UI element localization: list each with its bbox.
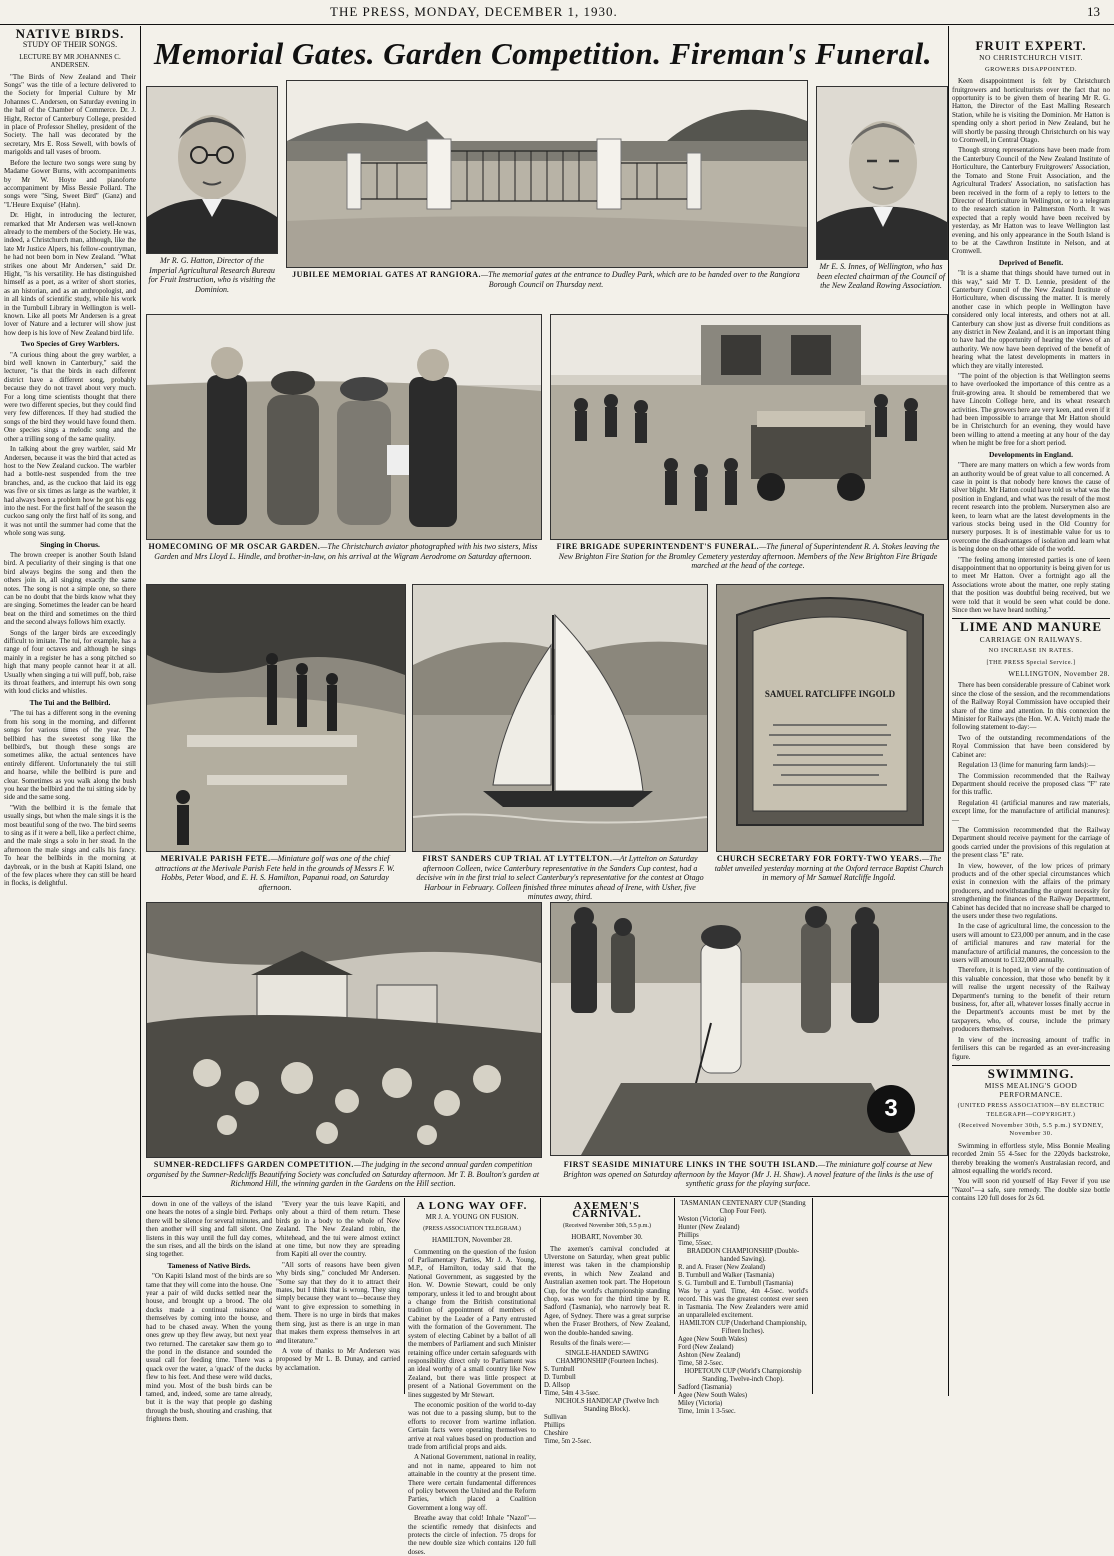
result-line: S. G. Turnbull and E. Turnbull (Tasmania) — [678, 1280, 794, 1287]
caption-text: of Wellington, who has been elected chairman of the Council of the New Zealand Rowing Association. — [817, 262, 945, 291]
caption-sumner — [146, 1160, 540, 1189]
column-rule-left — [140, 26, 141, 1396]
article-heading: SWIMMING. — [987, 1065, 1075, 1081]
paragraph: "It is a shame that things should have turned out in this way," said Mr T. D. Lennie, president of the Canterbury Council of the New Zealand Institute of Horticulture, when discussing the matter. It is merely another case in which people in Wellington have considered only local interests, and others not at all. Canterbury can show just as diverse fruit conditions as any district in New Zealand, and it is an important thing to have had the opportunity of hearing the views of an authority. We now have been deprived of the benefit of hearing what the latest developments in matters in which they are vitally interested. — [952, 269, 1110, 370]
article-source: (UNITED PRESS ASSOCIATION—BY ELECTRIC TELEGRAPH—COPYRIGHT.) — [957, 1103, 1105, 1118]
merivale-fete-photo — [146, 584, 406, 852]
paragraph: Commenting on the question of the fusion of Parliamentary Parties, Mr J. A. Young, M.P., of Hamilton, today said that the National Government, as suggested by the Hon. W. Downie Stewart, could be only temporary, unless it led to and brought about a change from the British constitutional tradition of appointment of members of Cabinet by the Leader of a Party entrusted with the formation of the Government. The system of electing Cabinet by a ballot of all the members of Parliament and such Minister retaining office under certain safeguards with responsibility direct only to Parliament was an ideal worthy of a small country like New Zealand, but there was little prospect at present of a National Government on the lines suggested by Mr Stewart. — [408, 1247, 536, 1399]
article-subheading: STUDY OF THEIR SONGS. — [22, 40, 118, 50]
paragraph: The axemen's carnival concluded at Ulverstone on Saturday, when great public interest was taken in the championship events, in which New Zealand and Australian axemen took part. The Hopetoun Cup, for the world's championship standing chop, was won for the third time by R. Sadford (Tasmania), who narrowly beat R. Agee, of Sydney. There was a great surprise when the Fraser Brothers, of New Zealand, won the double-handed sawing. — [544, 1244, 670, 1337]
results-title: TASMANIAN CENTENARY CUP (Standing Chop Four Feet). — [680, 1200, 806, 1215]
paragraph: You will soon rid yourself of Hay Fever if you use "Nazol"—a safe, sure remedy. The double size bottle contains 120 full doses for 2s 6d. — [952, 1177, 1110, 1203]
bottom-rule-4 — [812, 1198, 813, 1394]
results-title: BRADDON CHAMPIONSHIP (Double-handed Sawing). — [686, 1248, 800, 1263]
caption-text: —The memorial gates at the entrance to Dudley Park, which are to be handed over to the Rangiora Borough Council on Thursday next. — [481, 270, 800, 289]
paragraph: A National Government, national in reality, and not in name, appeared to him not attainable in the country at the present time. There were certain fundamental differences of policy between the United and the Reform Parties, which placed a Coalition Government a long way off. — [408, 1453, 536, 1512]
results-block — [544, 1350, 670, 1446]
results-title: HAMILTON CUP (Underhand Championship, Fifteen Inches). — [679, 1320, 807, 1335]
result-line: D. Turnbull — [544, 1373, 576, 1381]
bottom-rule-3 — [674, 1198, 675, 1394]
paragraph: Though strong representations have been made from the Canterbury Council of the New Zealand Institute of Horticulture, the Canterbury Fruitgrowers' Association, the Tomato and Stone Fruit Association, and the Agricultural Traders' Association, no satisfaction has been received in the form of a reply to letters to the Director of Horticulture in Wellington, or to a telegram to the research station in Palmerston North. It was expected that a reply would have been received by yesterday, as Mr Hatton was to leave Wellington last evening, and his only appearance in the South Island is to be at the Cawthron Institute in Nelson, and at Cromwell. — [952, 146, 1110, 256]
page-number: 13 — [1087, 4, 1100, 19]
paragraph: Swimming in effortless style, Miss Bonnie Mealing recorded 2min 55 4-5sec for the 220yds backstroke, thereby breaking the women's Australasian record, and almost equalling the world's record. — [952, 1141, 1110, 1175]
paragraph: "There are many matters on which a few words from an authority would be of great value to all concerned. A case in point is that nobody here knows the cause of silver blight. Mr Hatton could have told us what was the position in England, and what was the result of the most recent research into the problem. Nurserymen also are keen, to learn what are the latest developments in the various stocks being used in the Old Country for nursery purposes. It is of inestimable value for us to overcome the disadvantages of isolation and learn what is being done on the other side of the world. — [952, 461, 1110, 554]
paragraph: Keen disappointment is felt by Christchurch fruitgrowers and horticulturists over the fact that no opportunity is to be given them of hearing Mr R. G. Hatton, the Director of the East Malling Research Station, while he is visiting the Dominion. Mr Hatton is spending only a short period in New Zealand, but he will shortly be passing through Christchurch on his way to Cromwell, in Central Otago. — [952, 77, 1110, 145]
portrait-innes-photo — [816, 86, 948, 260]
fusion-article — [408, 1200, 536, 1556]
paragraph: "Every year the tuis leave Kapiti, and only about a third of them return. These birds go in a body to the whole of New Zealand. The New Zealand robin, the whitehead, and the tui were almost extinct at one time, but now they are spreading from Kapiti all over the country. — [276, 1200, 400, 1259]
caption-tablet — [712, 854, 946, 883]
article-subheading: CARRIAGE ON RAILWAYS. — [979, 634, 1083, 644]
paragraph: There has been considerable pressure of Cabinet work since the close of the session, and the recommendations of the Railway Royal Commission have occupied their share of the time and attention. In this connexion the Minister for Railways (the Hon. W. A. Veitch) made the following statement to-day:— — [952, 681, 1110, 732]
article-heading: AXEMEN'S CARNIVAL. — [572, 1200, 642, 1221]
paragraph: "All sorts of reasons have been given why birds sing," concluded Mr Andersen. "Some say that they do it to attract their mates, but I think that is wrong. They sing simply because they want to—because they want to give expression to something in them. There is no urge in birds that makes them sing, just as there is an urge in man that makes them express themselves in art and literature." — [276, 1260, 400, 1345]
section-heading: Tameness of Native Birds. — [167, 1260, 251, 1270]
paragraph: "The Birds of New Zealand and Their Songs" was the title of a lecture delivered to the Society for Imperial Culture by Mr Johannes C. Andersen, on Saturday evening in the hall of the Chamber of Commerce. Dr. J. Hight, Rector of Canterbury College, presided in place of Professor Shelley, president of the Society. The hall was decorated by the secretary, Mrs E. Ross Sewell, with bowls of marigolds and tall vases of broom. — [4, 72, 136, 157]
article-dateline: HAMILTON, November 28. — [431, 1236, 513, 1245]
article-heading: LIME AND MANURE — [959, 619, 1103, 635]
result-line: Time, 54m 4 3-5sec. — [544, 1389, 600, 1397]
article-byline: LECTURE BY MR JOHANNES C. ANDERSEN. — [19, 52, 121, 70]
caption-innes — [814, 262, 948, 291]
section-heading: Two Species of Grey Warblers. — [20, 339, 120, 349]
paragraph: down in one of the valleys of the island one hears the notes of a single bird. Perhaps there will be silence for several minutes, and then another will sing and fall silent. One listens in this way until the full day comes, the sun rises, and all the birds on the island sing together. — [146, 1200, 272, 1259]
paragraph: Two of the outstanding recommendations of the Royal Commission that have been considered by Cabinet are: — [952, 733, 1110, 759]
article-source: [THE PRESS Special Service.] — [986, 659, 1076, 666]
caption-funeral — [550, 542, 946, 571]
result-line: Weston (Victoria) — [678, 1216, 727, 1223]
caption-sanders — [412, 854, 708, 902]
paragraph: Songs of the larger birds are exceedingly difficult to imitate. The tui, for example, has a range of four octaves and although he sings mainly in a register he has a song pitched so high that many people cannot hear it at all. Usually when singing a tui will puff, bob, raise its throat feathers, and interrupt his own song with loud clicks and whistles. — [4, 628, 136, 696]
result-line: Miley (Victoria) — [678, 1400, 723, 1407]
right-column — [952, 40, 1110, 1394]
paragraph: In view, however, of the low prices of primary products and of the other special circumstances which exist in connexion with the affairs of the primary producers, and notwithstanding the urgent necessity for strengthening the finances of the Railway Department, Cabinet has decided that no increase shall be charged to the users under these two regulations. — [952, 861, 1110, 920]
caption-hatton — [146, 256, 278, 294]
bottom-section-rule — [142, 1196, 948, 1197]
caption-lead: HOMECOMING OF MR OSCAR GARDEN. — [148, 542, 321, 551]
article-subheading-2: GROWERS DISAPPOINTED. — [984, 65, 1078, 73]
axemen-results-continued — [678, 1200, 808, 1415]
paragraph: The economic position of the world to-day was not due to a passing slump, but to the efforts to recover from wartime inflation. Certain facts were operating themselves to arrive at real values based on production and trade from artificial props and aids. — [408, 1400, 536, 1451]
paragraph: "The point of the objection is that Wellington seems to have overlooked the importance of this centre as a fruit-growing area. It should be remembered that we have Lincoln College here, and its wheat research activities. The growers here are very keen, and even if it had been impossible to arrange that Mr Hatton should be in Christchurch for an evening, they would have been willing to attend a meeting at any hour of the day when he might be free for a short period. — [952, 372, 1110, 448]
result-line: Time, 55sec. — [678, 1240, 713, 1247]
memorial-gates-photo — [286, 80, 808, 268]
memorial-tablet-photo — [716, 584, 944, 852]
results-title: SINGLE-HANDED SAWING CHAMPIONSHIP (Fourteen Inches). — [555, 1349, 659, 1365]
paragraph: "A curious thing about the grey warbler, a bird well known in Canterbury," said the lecturer, "is that the birds in each different district have a different song, probably because they do not travel about very much. For a long time scientists thought that there were two different species, but they could find very few differences. If they had studied the songs of the bird they would have found them. One species sings a melodic song and the other a trilling song of the same quality. — [4, 350, 136, 443]
caption-text: —The tablet unveiled yesterday morning at the Oxford terrace Baptist Church in memory of Mr Samuel Ratcliffe Ingold. — [714, 854, 944, 883]
result-line: Time, 5m 2-5sec. — [544, 1437, 592, 1445]
results-title: HOPETOUN CUP (World's Championship Standing, Twelve-inch Chop). — [684, 1368, 802, 1383]
paragraph: In view of the increasing amount of traffic in fertilisers this can be regarded as an ever-increasing figure. — [952, 1035, 1110, 1061]
masthead-title: THE PRESS, MONDAY, DECEMBER 1, 1930. — [330, 4, 618, 19]
result-line: Hunter (New Zealand) — [678, 1224, 740, 1231]
paragraph: "The tui has a different song in the evening from his song in the morning, and different songs for various times of the year. The bellbird has the sweetest song like the bellbird's, but though these songs are sometimes alike, the actual sentences have entirely different. Unfortunately the tui still and hoarse, while the bellbird is pure and clear. Sometimes as you walk along the bush you hear the bellbird and the tui sitting side by side and the same song. — [4, 709, 136, 802]
paragraph: In talking about the grey warbler, said Mr Andersen, because it was the bird that acted as host to the New Zealand cuckoo. The warbler had a bottle-nest suspended from the tree branches, and, as the cuckoo that laid its egg was five or six times as large as the warbler, it had always been a problem how he got his egg into the nest. For the first half of the season the cuckoo sang only the first half of its song, and it was not until the summer had come that the whole song was sung. — [4, 445, 136, 538]
continuation-column-2 — [276, 1200, 400, 1394]
section-heading: Singing in Chorus. — [40, 539, 100, 549]
result-line: D. Allsop — [544, 1381, 571, 1389]
paragraph: "On Kapiti Island most of the birds are so tame that they will come into the house. One year a pair of wild ducks settled near the house, and brought up a brood. The old ducks made a continual nuisance of themselves by coming into the house, and had to be chased away. When the young ones grew up they flew away, but next year two returned. The caretaker saw them go to the pond in the distance and sounded the usual call for feeding time. There was a quack over the water, a 'quack' of the ducks flew to his feet. And these were wild ducks, mind you. Most of the bush birds can be tamed, and, indeed, some are tame already, but it is the way that people go dashing through the bush, shouting and crashing, that frightens them. — [146, 1272, 272, 1424]
sanders-cup-yacht-photo — [412, 584, 708, 852]
caption-text: —Miniature golf was one of the chief attractions at the Merivale Parish Fete held in the grounds of Messrs F. W. Hobbs, Peter Wood, and E. H. S. Hamilton, Papanui road, on Saturday afternoon. — [155, 854, 395, 892]
article-dateline: HOBART, November 30. — [571, 1233, 643, 1242]
paragraph: The Commission recommended that the Railway Department should receive the proposed class "F" rate for this traffic. — [952, 771, 1110, 797]
result-line: S. Turnbull — [544, 1365, 575, 1373]
result-line: R. and A. Fraser (New Zealand) — [678, 1264, 766, 1271]
bottom-rule-1 — [404, 1198, 405, 1394]
section-heading: Developments in England. — [989, 449, 1073, 459]
caption-lead: Mr E. S. Innes, — [819, 262, 868, 271]
paragraph: A vote of thanks to Mr Andersen was proposed by Mr L. B. Dunay, and carried by acclamation. — [276, 1346, 400, 1372]
caption-text: Director of the Imperial Agricultural Research Bureau for Fruit Instruction, who is visiting the Dominion. — [148, 256, 276, 294]
caption-fete — [146, 854, 404, 892]
bottom-rule-2 — [540, 1198, 541, 1394]
masthead-rule — [0, 24, 1114, 25]
article-heading: NATIVE BIRDS. — [15, 26, 125, 41]
section-heading: The Tui and the Bellbird. — [29, 697, 111, 707]
result-line: Phillips — [678, 1232, 699, 1239]
page-headline: Memorial Gates. Garden Competition. Fireman's Funeral. — [154, 36, 932, 71]
caption-lead: FIRST SEASIDE MINIATURE LINKS IN THE SOUTH ISLAND. — [563, 1160, 819, 1169]
paragraph: Results of the finals were:— — [550, 1339, 631, 1348]
result-line: Time, 1min 1 3-5sec. — [678, 1408, 736, 1415]
tablet-lettering: SAMUEL RATCLIFFE INGOLD — [764, 689, 896, 699]
hole-number-marker: 3 — [884, 1095, 898, 1122]
paragraph: In the case of agricultural lime, the concession to the users will amount to £23,000 per annum, and in the case of artificial manures and raw material for the manufacture of artificial manures, the concession to the users will amount to £132,000 annually. — [952, 922, 1110, 965]
paragraph: Before the lecture two songs were sung by Madame Gower Burns, with accompaniments by Mr W. Hoyte and pianoforte accompaniment by Miss Bessie Pollard. The songs were "Sing, Sweet Bird" (Ganz) and "L'Heure Exquise" (Hahn). — [4, 158, 136, 209]
sumner-garden-photo — [146, 902, 542, 1158]
caption-lead: JUBILEE MEMORIAL GATES AT RANGIORA. — [292, 270, 482, 279]
article-subheading-2: NO INCREASE IN RATES. — [988, 647, 1074, 655]
caption-text: —The Christchurch aviator photographed with his two sisters, Miss Garden and Mrs Lloyd L. Hindle, and brother-in-law, on his arrival at the Wigram Aerodrome on Saturday afternoon. — [154, 542, 538, 561]
paragraph: Regulation 13 (lime for manuring farm lands):— — [958, 761, 1096, 770]
paragraph: Breathe away that cold! Inhale "Nazol"—the scientific remedy that disinfects and protects the circle of infection. 75 drops for the new double size which contains 120 full doses. — [408, 1514, 536, 1556]
caption-seaside — [550, 1160, 946, 1189]
caption-gates — [286, 270, 806, 289]
homecoming-photo — [146, 314, 542, 540]
result-line: Cheshire — [544, 1429, 569, 1437]
caption-lead: Mr R. G. Hatton, — [160, 256, 215, 265]
miniature-links-photo — [550, 902, 948, 1156]
fire-brigade-funeral-photo — [550, 314, 948, 540]
results-title: NICHOLS HANDICAP (Twelve Inch Standing Block). — [555, 1397, 659, 1413]
article-subheading: MISS MEALING'S GOOD PERFORMANCE. — [984, 1081, 1078, 1099]
left-column-article — [4, 26, 136, 1394]
result-line: Ford (New Zealand) — [678, 1344, 734, 1351]
axemen-article — [544, 1200, 670, 1445]
result-line: Agee (New South Wales) — [678, 1336, 747, 1343]
caption-text: —The judging in the second annual garden competition organised by the Sumner-Redcliffs Beautifying Society was concluded on Saturday afternoon. Mr T. B. Boulton's garden at Richmond Hill, the winning garden in the Gardens on the Hill section. — [146, 1160, 540, 1189]
caption-lead: SUMNER-REDCLIFFS GARDEN COMPETITION. — [153, 1160, 354, 1169]
article-dateline: (Received November 30th, 5.5 p.m.) SYDNEY, November 30. — [958, 1121, 1104, 1138]
paragraph: The brown creeper is another South Island bird. A peculiarity of their singing is that one bird always begins the song and then the others join in, all singing exactly the same notes. The song is not a simple one, so there can be no doubt that the birds know what they are singing. Sometimes the leader can be heard beat on the third and sometimes on the third and the second always follows him exactly. — [4, 550, 136, 627]
caption-text: —At Lyttelton on Saturday afternoon Colleen, twice Canterbury representative in the Sanders Cup contest, had a decisive win in the first trial to select Canterbury's representative for the contest at Otago Harbour in February. Colleen finished three minutes ahead of Irene, with Usher, five minutes away, third. — [416, 854, 704, 902]
result-line: Phillips — [544, 1421, 565, 1429]
result-line: Sullivan — [544, 1413, 567, 1421]
continuation-column-1 — [146, 1200, 272, 1424]
article-subheading: NO CHRISTCHURCH VISIT. — [979, 53, 1083, 63]
result-line: Was by a yard. Time, 4m 4-5sec. world's record. This was the greatest contest ever seen in Tasmania. The New Zealanders were amid an unparalleled excitement. — [678, 1288, 808, 1319]
column-rule-right — [948, 26, 949, 1396]
result-line: Ashton (New Zealand) — [678, 1352, 741, 1359]
masthead — [0, 4, 1114, 22]
caption-lead: FIRST SANDERS CUP TRIAL AT LYTTELTON. — [422, 854, 613, 863]
caption-lead: FIRE BRIGADE SUPERINTENDENT'S FUNERAL. — [556, 542, 760, 551]
article-source: (PRESS ASSOCIATION TELEGRAM.) — [423, 1225, 521, 1232]
paragraph: "With the bellbird it is the female that usually sings, but when the male sings it is the most beautiful song of the two. The bird seems to sing as if it were a bell, like a perfect chime, and the male sings a solo in her stead. In the afternoon the male sings and calls his fancy. To hear the bellbirds in the morning at daybreak, or in the bush at Kapiti Island, one of the few places where they can still be heard in flocks, is delightful. — [4, 803, 136, 888]
paragraph: Regulation 41 (artificial manures and raw materials, except lime, for the manufacture of artificial manures):— — [952, 798, 1110, 824]
result-line: Time, 58 2-5sec. — [678, 1360, 724, 1367]
article-heading: FRUIT EXPERT. — [975, 38, 1087, 53]
result-line: Sadford (Tasmania) — [678, 1384, 732, 1391]
paragraph: Therefore, it is hoped, in view of the continuation of this valuable concession, that those who benefit by it will realise the urgent necessity of the Railway Department's turning to the benefit of their return business, for, after all, whatever losses finally accrue in the Department's accounts must be met by the taxpayers, who, of course, include the primary producers themselves. — [952, 966, 1110, 1034]
article-heading: A LONG WAY OFF. — [416, 1200, 528, 1212]
article-received: (Received November 30th, 5.5 p.m.) — [563, 1222, 651, 1229]
caption-lead: MERIVALE PARISH FETE. — [160, 854, 271, 863]
result-line: Agee (New South Wales) — [678, 1392, 747, 1399]
article-dateline: WELLINGTON, November 28. — [1008, 670, 1110, 679]
caption-text: —The funeral of Superintendent R. A. Stokes leaving the New Brighton Fire Station for the Bromley Cemetery yesterday afternoon. Members of the New Brighton Fire Brigade marched at the head of the cortege. — [558, 542, 940, 571]
paragraph: Dr. Hight, in introducing the lecturer, remarked that Mr Andersen was well-known already to the members of the Society. He was, indeed, a Christchurch man, although, like the late Mr Justice Alpers, his fellow-countryman, he had not been born in New Zealand. "What strikes one about Mr Andersen," said Dr. Hight, "is his versatility. He has distinguished himself as a poet, as a writer of short stories, as an historian, and as an anthropologist, and in all kinds of scientific study, while his work in the Turnbull Library in Wellington is well-known. Like all poets Mr Andersen is a great lover of Nature and a lecturer will show just how deep is his love of New Zealand bird life. — [4, 211, 136, 337]
result-line: B. Turnbull and Walker (Tasmania) — [678, 1272, 775, 1279]
caption-homecoming — [146, 542, 540, 561]
paragraph: The Commission recommended that the Railway Department should receive payment for the carriage of goods carried under the provisions of this regulation at the present class "E" rate. — [952, 825, 1110, 860]
caption-lead: CHURCH SECRETARY FOR FORTY-TWO YEARS. — [716, 854, 922, 863]
portrait-hatton-photo — [146, 86, 278, 254]
article-subheading: MR J. A. YOUNG ON FUSION. — [425, 1213, 519, 1222]
caption-text: —The miniature golf course at New Brighton was opened on Saturday afternoon by the Mayor (Mr J. H. Shaw). A novel feature of the links is the use of synthetic grass for the playing surface. — [563, 1160, 933, 1189]
paragraph: "The feeling among interested parties is one of keen disappointment that no opportunity is being given for us to meet Mr Hatton. Over a fortnight ago all the Associations wrote about the matter, one reply stating that the position was doubtful being received, but we were told that it would be seen what could be done. Since then we have heard nothing." — [952, 555, 1110, 614]
section-heading: Deprived of Benefit. — [998, 257, 1064, 267]
